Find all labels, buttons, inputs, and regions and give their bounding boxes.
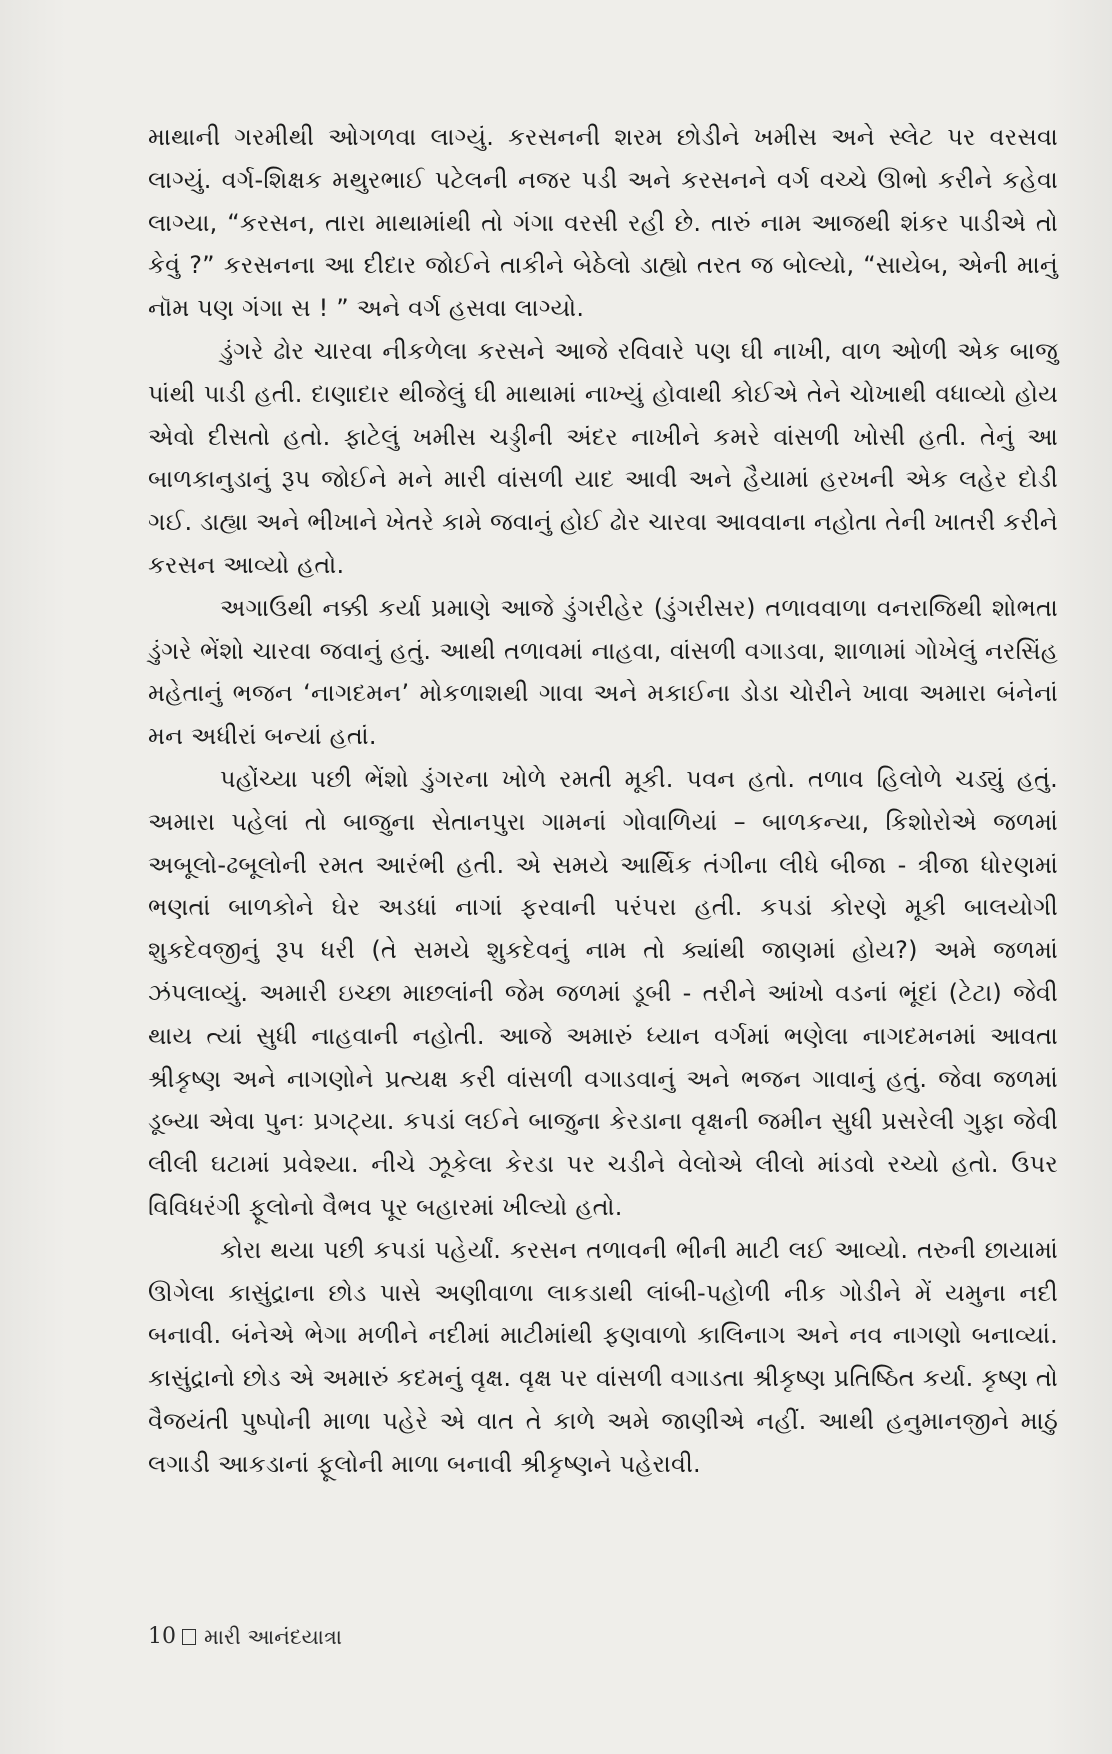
paragraph-1: માથાની ગરમીથી ઓગળવા લાગ્યું. કરસનની શરમ છોડીને ખમીસ અને સ્લેટ પર વરસવા લાગ્યું. વર્ગ-શિક્ષક મથુરભાઈ પટેલની નજર પડી અને કરસનને વર્ગ વચ્ચે ઊભો કરીને કહેવા લાગ્યા, “કરસન, તારા માથામાંથી તો ગંગા વરસી રહી છે. તારું નામ આજથી શંકર પાડીએ તો કેવું ?” કરસનના આ દીદાર જોઈને તાકીને બેઠેલો ડાહ્યો તરત જ બોલ્યો, “સાયેબ, એની માનું નૉમ પણ ગંગા સ ! ” અને વર્ગ હસવા લાગ્યો. [148, 123, 1058, 323]
paragraph-5: કોરા થયા પછી કપડાં પહેર્યાં. કરસન તળાવની ભીની માટી લઈ આવ્યો. તરુની છાયામાં ઊગેલા કાસુંદ્રાના છોડ પાસે અણીવાળા લાકડાથી લાંબી-પહોળી નીક ગોડીને મેં યમુના નદી બનાવી. બંનેએ ભેગા મળીને નદીમાં માટીમાંથી ફણવાળો કાલિનાગ અને નવ નાગણો બનાવ્યાં. કાસુંદ્રાનો છોડ એ અમારું કદમનું વૃક્ષ. વૃક્ષ પર વાંસળી વગાડતા શ્રીકૃષ્ણ પ્રતિષ્ઠિત કર્યા. કૃષ્ણ તો વૈજયંતી પુષ્પોની માળા પહેરે એ વાત તે કાળે અમે જાણીએ નહીં. આથી હનુમાનજીને માઠું લગાડી આકડાનાં ફૂલોની માળા બનાવી શ્રીકૃષ્ણને પહેરાવી. [148, 1235, 1058, 1478]
page-footer [148, 1622, 342, 1652]
paragraph-2: ડુંગરે ઢોર ચારવા નીકળેલા કરસને આજે રવિવારે પણ ઘી નાખી, વાળ ઓળી એક બાજુ પાંથી પાડી હતી. દાણાદાર થીજેલું ઘી માથામાં નાખ્યું હોવાથી કોઈએ તેને ચોખાથી વધાવ્યો હોય એવો દીસતો હતો. ફાટેલું ખમીસ ચડ્ડીની અંદર નાખીને કમરે વાંસળી ખોસી હતી. તેનું આ બાળકાનુડાનું રૂપ જોઈને મને મારી વાંસળી યાદ આવી અને હૈયામાં હરખની એક લહેર દોડી ગઈ. ડાહ્યા અને ભીખાને ખેતરે કામે જવાનું હોઈ ઢોર ચારવા આવવાના નહોતા તેની ખાતરી કરીને કરસન આવ્યો હતો. [148, 336, 1058, 579]
paragraph-3: અગાઉથી નક્કી કર્યા પ્રમાણે આજે ડુંગરીહેર (ડુંગરીસર) તળાવવાળા વનરાજિથી શોભતા ડુંગરે ભેંશો ચારવા જવાનું હતું. આથી તળાવમાં નાહવા, વાંસળી વગાડવા, શાળામાં ગોખેલું નરસિંહ મહેતાનું ભજન ‘નાગદમન’ મોકળાશથી ગાવા અને મકાઈના ડોડા ચોરીને ખાવા અમારા બંનેનાં મન અધીરાં બન્યાં હતાં. [148, 593, 1058, 751]
box-separator-icon [182, 1629, 196, 1645]
page-number: 10 [148, 1624, 176, 1649]
paragraph-4: પહોંચ્યા પછી ભેંશો ડુંગરના ખોળે રમતી મૂકી. પવન હતો. તળાવ હિલોળે ચડ્યું હતું. અમારા પહેલાં તો બાજુના સેતાનપુરા ગામનાં ગોવાળિયાં – બાળકન્યા, કિશોરોએ જળમાં અબૂલો-ઢબૂલોની રમત આરંભી હતી. એ સમયે આર્થિક તંગીના લીધે બીજા - ત્રીજા ધોરણમાં ભણતાં બાળકોને ઘેર અડધાં નાગાં ફરવાની પરંપરા હતી. કપડાં કોરણે મૂકી બાલયોગી શુકદેવજીનું રૂપ ધરી (તે સમયે શુકદેવનું નામ તો ક્યાંથી જાણમાં હોય?) અમે જળમાં ઝંપલાવ્યું. અમારી ઇચ્છા માછલાંની જેમ જળમાં ડૂબી - તરીને આંખો વડનાં ભૂંદાં (ટેટા) જેવી થાય ત્યાં સુધી નાહવાની નહોતી. આજે અમારું ધ્યાન વર્ગમાં ભણેલા નાગદમનમાં આવતા શ્રીકૃષ્ણ અને નાગણોને પ્રત્યક્ષ કરી વાંસળી વગાડવાનું અને ભજન ગાવાનું હતું. જેવા જળમાં ડૂબ્યા એવા પુનઃ પ્રગટ્યા. કપડાં લઈને બાજુના કેરડાના વૃક્ષની જમીન સુધી પ્રસરેલી ગુફા જેવી લીલી ઘટામાં પ્રવેશ્યા. નીચે ઝૂકેલા કેરડા પર ચડીને વેલોએ લીલો માંડવો રચ્યો હતો. ઉપર વિવિધરંગી ફૂલોનો વૈભવ પૂર બહારમાં ખીલ્યો હતો. [148, 764, 1058, 1221]
book-title: મારી આનંદયાત્રા [204, 1625, 343, 1649]
body-text [148, 116, 1058, 1486]
